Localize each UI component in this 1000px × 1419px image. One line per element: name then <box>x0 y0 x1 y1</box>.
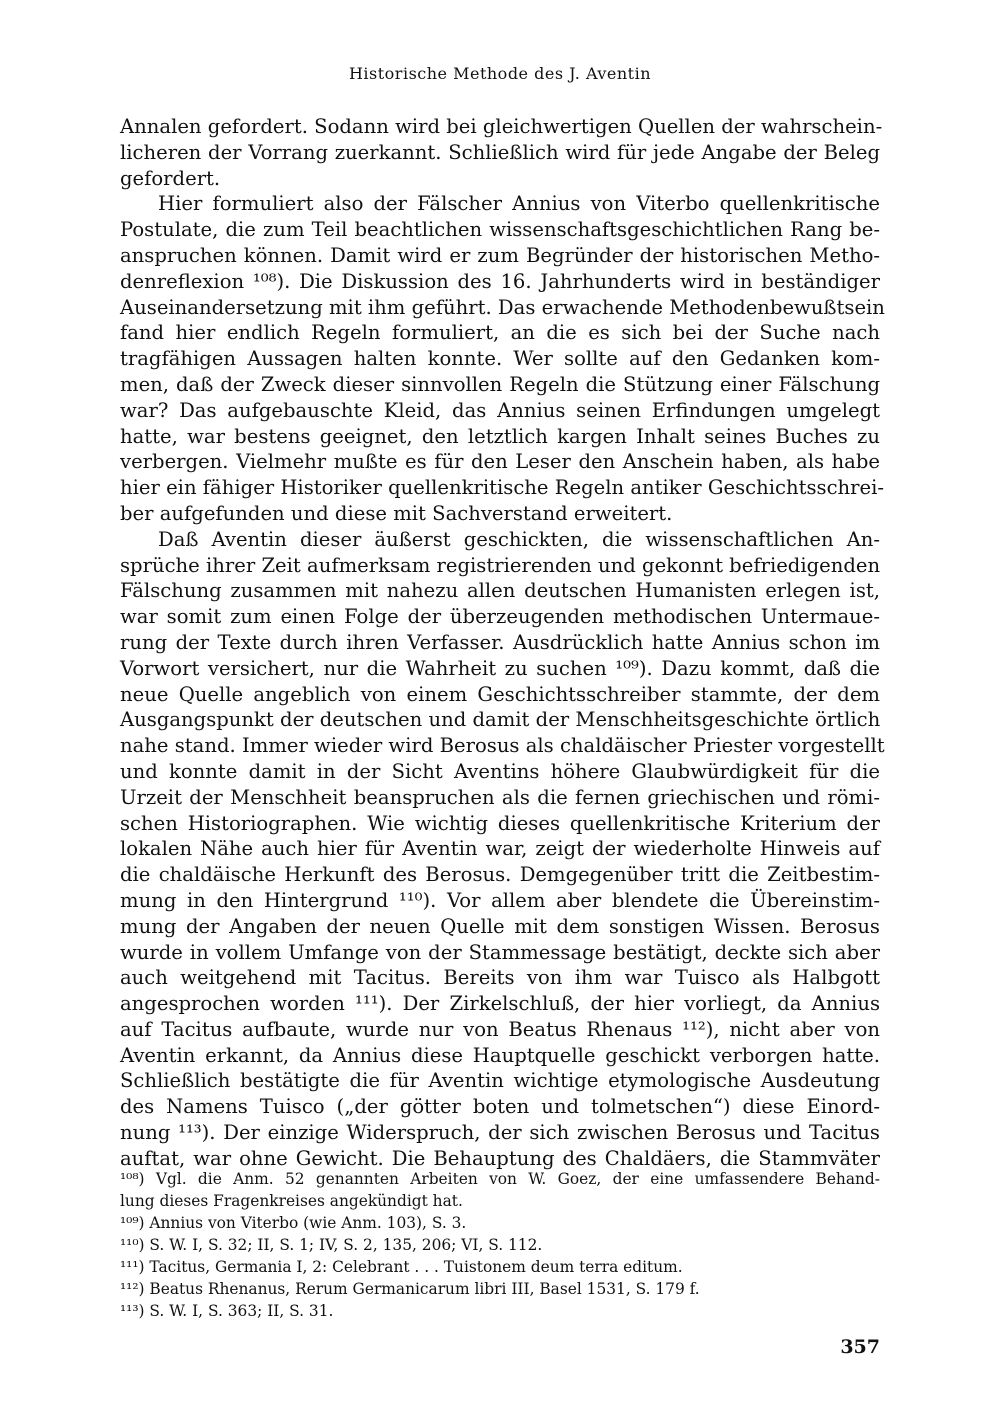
text-line: auftat, war ohne Gewicht. Die Behauptung des Chaldäers, die Stammväter <box>120 1146 880 1170</box>
footnote-line: ¹¹²) Beatus Rhenanus, Rerum Germanicarum libri III, Basel 1531, S. 179 f. <box>120 1280 700 1298</box>
text-line: auf Tacitus aufbaute, wurde nur von Beatus Rhenaus ¹¹²), nicht aber von <box>120 1017 880 1041</box>
text-line: neue Quelle angeblich von einem Geschichtsschreiber stammte, der dem <box>120 682 880 706</box>
footnote-line: ¹⁰⁸) Vgl. die Anm. 52 genannten Arbeiten von W. Goez, der eine umfassendere Behand- <box>120 1170 880 1188</box>
body-text <box>120 114 885 1172</box>
text-line: ber aufgefunden und diese mit Sachverstand erweitert. <box>120 501 673 525</box>
footnote-line: ¹¹³) S. W. I, S. 363; II, S. 31. <box>120 1302 334 1320</box>
text-line: Vorwort versichert, nur die Wahrheit zu suchen ¹⁰⁹). Dazu kommt, daß die <box>120 656 880 680</box>
text-line: gefordert. <box>120 166 221 190</box>
text-line: verbergen. Vielmehr mußte es für den Leser den Anschein haben, als habe <box>120 450 880 474</box>
running-head: Historische Methode des J. Aventin <box>348 64 652 83</box>
text-line: Aventin erkannt, da Annius diese Hauptquelle geschickt verborgen hatte. <box>120 1043 880 1067</box>
text-line: und konnte damit in der Sicht Aventins höhere Glaubwürdigkeit für die <box>120 759 880 783</box>
text-line: lokalen Nähe auch hier für Aventin war, zeigt der wiederholte Hinweis auf <box>120 837 880 861</box>
text-line: mung in den Hintergrund ¹¹⁰). Vor allem aber blendete die Übereinstim- <box>120 888 880 912</box>
text-line: Auseinandersetzung mit ihm geführt. Das erwachende Methodenbewußtsein <box>120 295 885 319</box>
footnote-line: ¹⁰⁹) Annius von Viterbo (wie Anm. 103), S. 3. <box>120 1214 467 1232</box>
text-line: war? Das aufgebauschte Kleid, das Annius seinen Erfindungen umgelegt <box>120 398 880 422</box>
text-line: angesprochen worden ¹¹¹). Der Zirkelschluß, der hier vorliegt, da Annius <box>120 992 880 1016</box>
footnotes <box>120 1168 880 1322</box>
text-line: wurde in vollem Umfange von der Stammessage bestätigt, deckte sich aber <box>120 940 880 964</box>
text-line: rung der Texte durch ihren Verfasser. Ausdrücklich hatte Annius schon im <box>120 630 880 654</box>
text-line: Fälschung zusammen mit nahezu allen deutschen Humanisten erlegen ist, <box>120 579 880 603</box>
text-line: Annalen gefordert. Sodann wird bei gleichwertigen Quellen der wahrschein- <box>120 115 883 138</box>
text-line: denreflexion ¹⁰⁸). Die Diskussion des 16. Jahrhunderts wird in beständiger <box>120 269 880 293</box>
text-line: nahe stand. Immer wieder wird Berosus als chaldäischer Priester vorgestellt <box>120 734 885 758</box>
text-line: licheren der Vorrang zuerkannt. Schließlich wird für jede Angabe der Beleg <box>120 140 880 164</box>
text-line: hier ein fähiger Historiker quellenkritische Regeln antiker Geschichtsschrei- <box>120 476 885 500</box>
text-line: fand hier endlich Regeln formuliert, an die es sich bei der Suche nach <box>120 321 880 345</box>
text-line: Urzeit der Menschheit beanspruchen als die fernen griechischen und römi- <box>120 785 880 809</box>
text-line: sprüche ihrer Zeit aufmerksam registrierenden und gekonnt befriedigenden <box>120 553 881 577</box>
footnote-line: ¹¹¹) Tacitus, Germania I, 2: Celebrant . . . Tuistonem deum terra editum. <box>120 1258 683 1276</box>
text-line: war somit zum einen Folge der überzeugenden methodischen Untermaue- <box>120 605 880 629</box>
text-line: mung der Angaben der neuen Quelle mit dem sonstigen Wissen. Berosus <box>120 914 880 938</box>
footnote-line: ¹¹⁰) S. W. I, S. 32; II, S. 1; IV, S. 2, 135, 206; VI, S. 112. <box>120 1236 543 1254</box>
footnote-line: lung dieses Fragenkreises angekündigt hat. <box>120 1192 463 1210</box>
page-number: 357 <box>840 1336 880 1358</box>
text-line: men, daß der Zweck dieser sinnvollen Regeln die Stützung einer Fälschung <box>120 372 880 396</box>
text-line: nung ¹¹³). Der einzige Widerspruch, der sich zwischen Berosus und Tacitus <box>120 1121 880 1145</box>
text-line: Ausgangspunkt der deutschen und damit der Menschheitsgeschichte örtlich <box>120 708 881 732</box>
text-line: hatte, war bestens geeignet, den letztlich kargen Inhalt seines Buches zu <box>120 424 880 448</box>
text-line: Postulate, die zum Teil beachtlichen wissenschaftsgeschichtlichen Rang be- <box>120 218 880 242</box>
text-line: des Namens Tuisco („der götter boten und tolmetschen“) diese Einord- <box>120 1095 880 1119</box>
text-line: tragfähigen Aussagen halten konnte. Wer sollte auf den Gedanken kom- <box>120 347 880 371</box>
text-line: anspruchen können. Damit wird er zum Begründer der historischen Metho- <box>120 243 880 267</box>
text-line: Daß Aventin dieser äußerst geschickten, die wissenschaftlichen An- <box>158 527 880 551</box>
text-line: Hier formuliert also der Fälscher Annius von Viterbo quellenkritische <box>158 192 880 216</box>
text-line: die chaldäische Herkunft des Berosus. Demgegenüber tritt die Zeitbestim- <box>120 863 880 887</box>
text-line: Schließlich bestätigte die für Aventin wichtige etymologische Ausdeutung <box>120 1069 880 1093</box>
text-line: schen Historiographen. Wie wichtig dieses quellenkritische Kriterium der <box>120 811 880 835</box>
text-line: auch weitgehend mit Tacitus. Bereits von ihm war Tuisco als Halbgott <box>120 966 880 990</box>
